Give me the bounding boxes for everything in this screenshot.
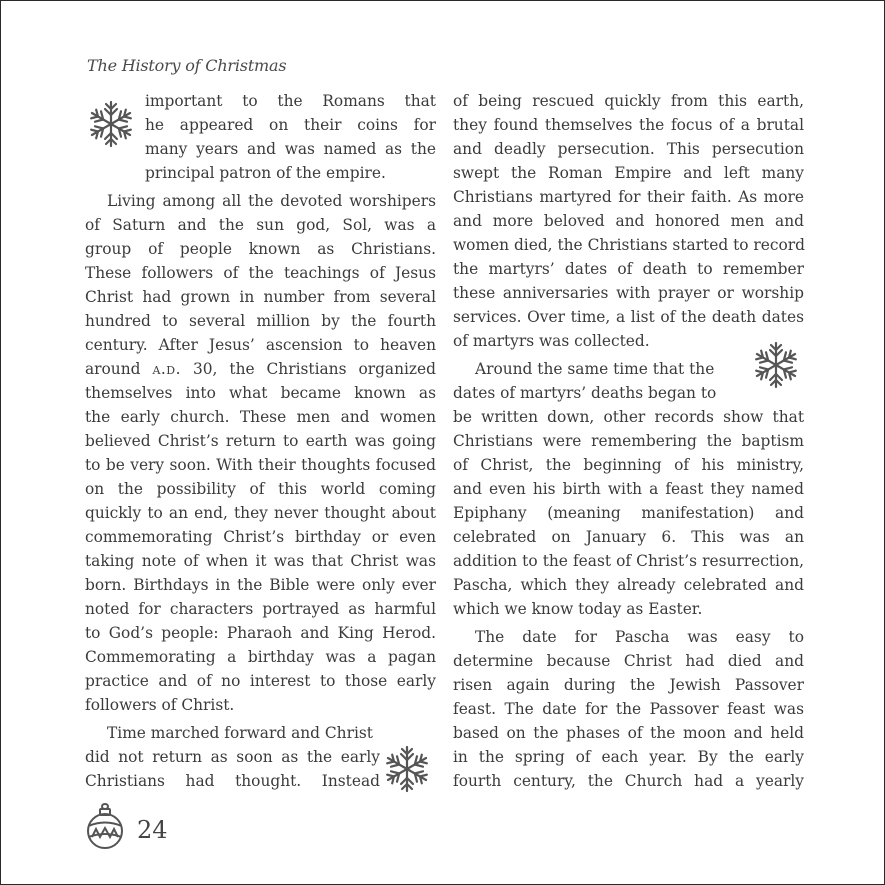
text-line: to God’s people: Pharaoh and King Herod.	[85, 624, 436, 642]
text-line: which we know today as Easter.	[453, 600, 703, 618]
text-line: dates of martyrs’ deaths began to	[453, 384, 717, 402]
text-line: principal patron of the empire.	[145, 164, 386, 182]
text-line: of Saturn and the sun god, Sol, was a	[85, 216, 436, 234]
text-line: on the possibility of this world coming	[85, 480, 436, 498]
text-line: determine because Christ had died and	[453, 652, 804, 670]
text-line: Christians were remembering the baptism	[453, 432, 804, 450]
text-line: of martyrs was collected.	[453, 332, 650, 350]
text-line: and even his birth with a feast they named	[453, 480, 804, 498]
text-line: important to the Romans that	[145, 92, 436, 110]
era-abbreviation: a.d.	[152, 360, 181, 378]
text-line: themselves into what became known as	[85, 384, 436, 402]
text-line: swept the Roman Empire and left many	[453, 164, 804, 182]
running-head: The History of Christmas	[87, 56, 287, 75]
text-line: Living among all the devoted worshipers	[107, 192, 436, 210]
page-number: 24	[137, 816, 168, 844]
text-line: practice and of no interest to those early	[85, 672, 436, 690]
text-line: believed Christ’s return to earth was going	[85, 432, 436, 450]
text-line: to be very soon. With their thoughts focused	[85, 456, 436, 474]
text-line: Commemorating a birthday was a pagan	[85, 648, 436, 666]
text-line: of Christ, the beginning of his ministry,	[453, 456, 804, 474]
text-line: did not return as soon as the early	[85, 748, 380, 766]
text-line: the martyrs’ dates of death to remember	[453, 260, 804, 278]
text-line: commemorating Christ’s birthday or even	[85, 528, 436, 546]
left-column	[85, 89, 436, 793]
text-line: These followers of the teachings of Jesus	[85, 264, 436, 282]
text-line: noted for characters portrayed as harmful	[85, 600, 436, 618]
text-line: be written down, other records show that	[453, 408, 804, 426]
text-line: services. Over time, a list of the death dates	[453, 308, 804, 326]
text-line: risen again during the Jewish Passover	[453, 676, 804, 694]
text-line: he appeared on their coins for	[145, 116, 436, 134]
text-line: of being rescued quickly from this earth,	[453, 92, 804, 110]
text-line: Pascha, which they already celebrated and	[453, 576, 804, 594]
text-line: and deadly persecution. This persecution	[453, 140, 804, 158]
text-line: The date for Pascha was easy to	[475, 628, 804, 646]
text-line: born. Birthdays in the Bible were only ever	[85, 576, 436, 594]
text-line: hundred to several million by the fourth	[85, 312, 436, 330]
text-line: women died, the Christians started to record	[453, 236, 805, 254]
text-line: they found themselves the focus of a brutal	[453, 116, 804, 134]
text-line: Epiphany (meaning manifestation) and	[453, 504, 804, 522]
text-line: quickly to an end, they never thought about	[85, 504, 436, 522]
text-line: Christians had thought. Instead	[85, 772, 380, 790]
text-line: these anniversaries with prayer or worship	[453, 284, 804, 302]
text-line: based on the phases of the moon and held	[453, 724, 804, 742]
text-line: century. After Jesus’ ascension to heaven	[85, 336, 436, 354]
text-line: followers of Christ.	[85, 696, 235, 714]
text-line: and more beloved and honored men and	[453, 212, 804, 230]
text-line: feast. The date for the Passover feast was	[453, 700, 804, 718]
christmas-ornament-icon	[85, 801, 125, 851]
text-line: Around the same time that the	[475, 360, 715, 378]
text-line: celebrated on January 6. This was an	[453, 528, 804, 546]
text-line: Christ had grown in number from several	[85, 288, 436, 306]
text-line: Time marched forward and Christ	[107, 724, 373, 742]
text-line: addition to the feast of Christ’s resurrection,	[453, 552, 804, 570]
text-line: group of people known as Christians.	[85, 240, 436, 258]
text-line: fourth century, the Church had a yearly	[453, 772, 804, 790]
text-line: taking note of when it was that Christ was	[85, 552, 436, 570]
text-line: Christians martyred for their faith. As more	[453, 188, 804, 206]
right-column	[453, 89, 804, 793]
text-line: many years and was named as the	[145, 140, 436, 158]
text-line: around a.d. 30, the Christians organized	[85, 360, 437, 378]
text-line: the early church. These men and women	[85, 408, 436, 426]
text-line: in the spring of each year. By the early	[453, 748, 804, 766]
